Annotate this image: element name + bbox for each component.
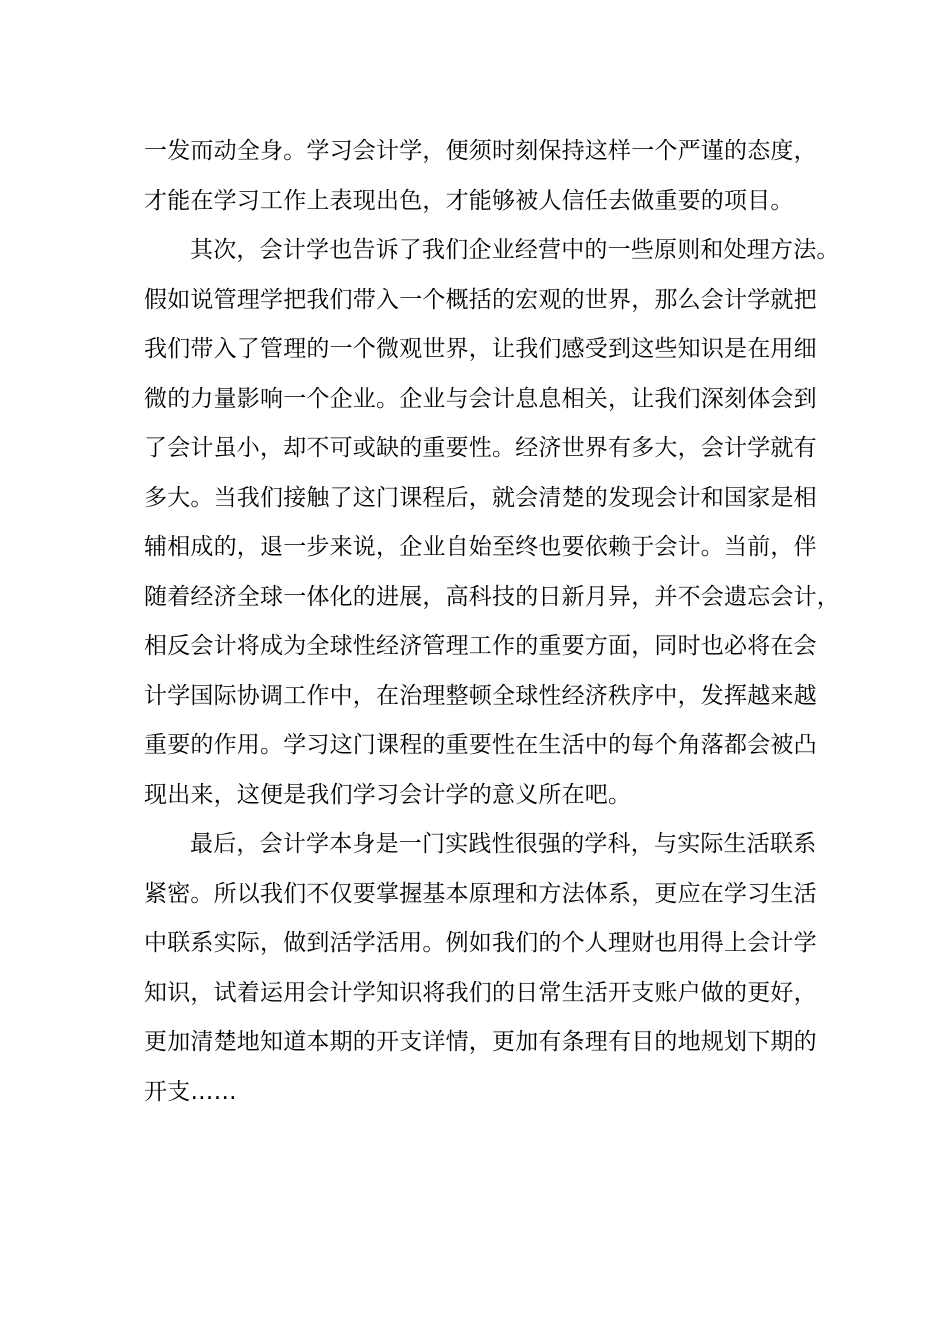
document-body <box>144 127 840 1117</box>
text-line: 现出来，这便是我们学习会计学的意义所在吧。 <box>144 781 632 808</box>
text-line: 假如说管理学把我们带入一个概括的宏观的世界，那么会计学就把 <box>144 286 817 313</box>
text-line: 知识，试着运用会计学知识将我们的日常生活开支账户做的更好， <box>144 979 817 1006</box>
paragraph-start-line: 其次，会计学也告诉了我们企业经营中的一些原则和处理方法。 <box>190 237 840 263</box>
text-line: 微的力量影响一个企业。企业与会计息息相关，让我们深刻体会到 <box>144 385 817 412</box>
text-line: 相反会计将成为全球性经济管理工作的重要方面，同时也必将在会 <box>144 633 817 659</box>
text-line: 我们带入了管理的一个微观世界，让我们感受到这些知识是在用细 <box>144 336 817 362</box>
text-line: 更加清楚地知道本期的开支详情，更加有条理有目的地规划下期的 <box>144 1029 817 1055</box>
text-line: 才能在学习工作上表现出色，才能够被人信任去做重要的项目。 <box>144 187 794 214</box>
text-line: 重要的作用。学习这门课程的重要性在生活中的每个角落都会被凸 <box>144 732 817 758</box>
paragraph-start-line: 最后，会计学本身是一门实践性很强的学科，与实际生活联系 <box>190 831 817 857</box>
text-line: 随着经济全球一体化的进展，高科技的日新月异，并不会遗忘会计， <box>144 583 840 610</box>
text-line: 一发而动全身。学习会计学，便须时刻保持这样一个严谨的态度， <box>144 138 817 164</box>
text-line: 辅相成的，退一步来说，企业自始至终也要依赖于会计。当前，伴 <box>144 534 817 560</box>
text-line: 开支…… <box>144 1078 237 1105</box>
text-line: 多大。当我们接触了这门课程后，就会清楚的发现会计和国家是相 <box>144 484 817 511</box>
text-line: 了会计虽小，却不可或缺的重要性。经济世界有多大，会计学就有 <box>144 435 817 461</box>
text-line: 中联系实际，做到活学活用。例如我们的个人理财也用得上会计学 <box>144 930 817 956</box>
text-line: 紧密。所以我们不仅要掌握基本原理和方法体系，更应在学习生活 <box>144 880 817 907</box>
text-line: 计学国际协调工作中，在治理整顿全球性经济秩序中，发挥越来越 <box>144 682 817 709</box>
